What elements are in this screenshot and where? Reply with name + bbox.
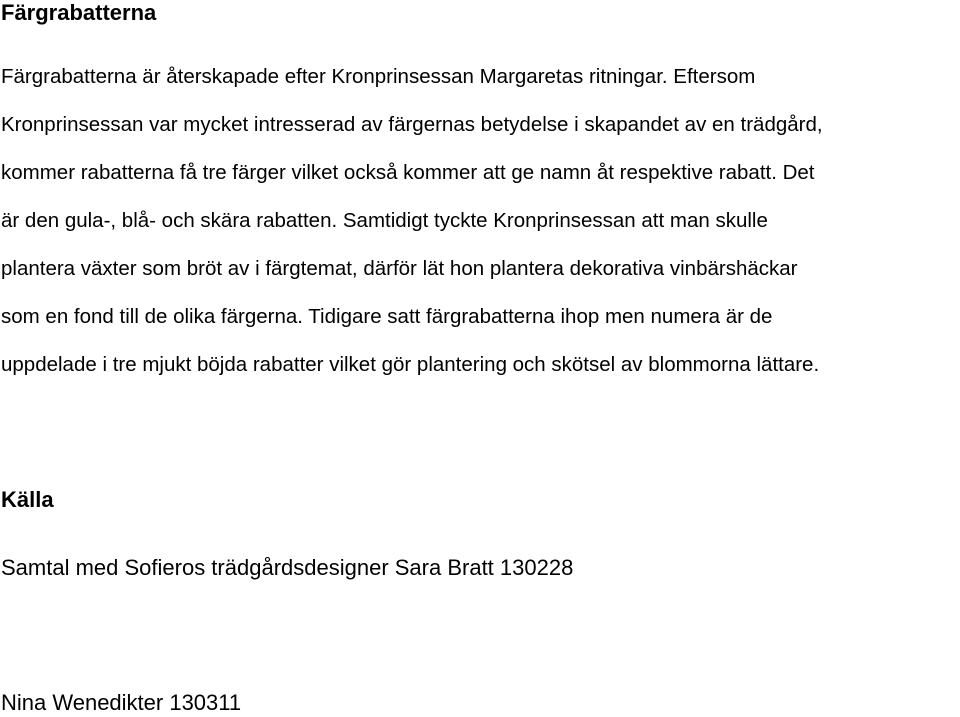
paragraph-line: är den gula-, blå- och skära rabatten. Samtidigt tyckte Kronprinsessan att man skulle xyxy=(1,209,768,232)
paragraph-line: plantera växter som bröt av i färgtemat, därför lät hon plantera dekorativa vinbärshäckar xyxy=(1,257,798,280)
paragraph-line: kommer rabatterna få tre färger vilket också kommer att ge namn åt respektive rabatt. Det xyxy=(1,161,815,184)
page-title: Färgrabatterna xyxy=(1,0,157,25)
paragraph-line: uppdelade i tre mjukt böjda rabatter vilket gör plantering och skötsel av blommorna lättare. xyxy=(1,353,820,376)
body-paragraph xyxy=(1,57,959,393)
paragraph-line: som en fond till de olika färgerna. Tidigare satt färgrabatterna ihop men numera är de xyxy=(1,305,773,328)
source-citation: Samtal med Sofieros trädgårdsdesigner Sara Bratt 130228 xyxy=(1,555,574,580)
source-heading: Källa xyxy=(1,487,54,512)
paragraph-line: Kronprinsessan var mycket intresserad av färgernas betydelse i skapandet av en trädgård, xyxy=(1,113,823,136)
author-signature-line: Nina Wenedikter 130311 xyxy=(1,690,242,715)
paragraph-line: Färgrabatterna är återskapade efter Kronprinsessan Margaretas ritningar. Eftersom xyxy=(1,65,756,88)
